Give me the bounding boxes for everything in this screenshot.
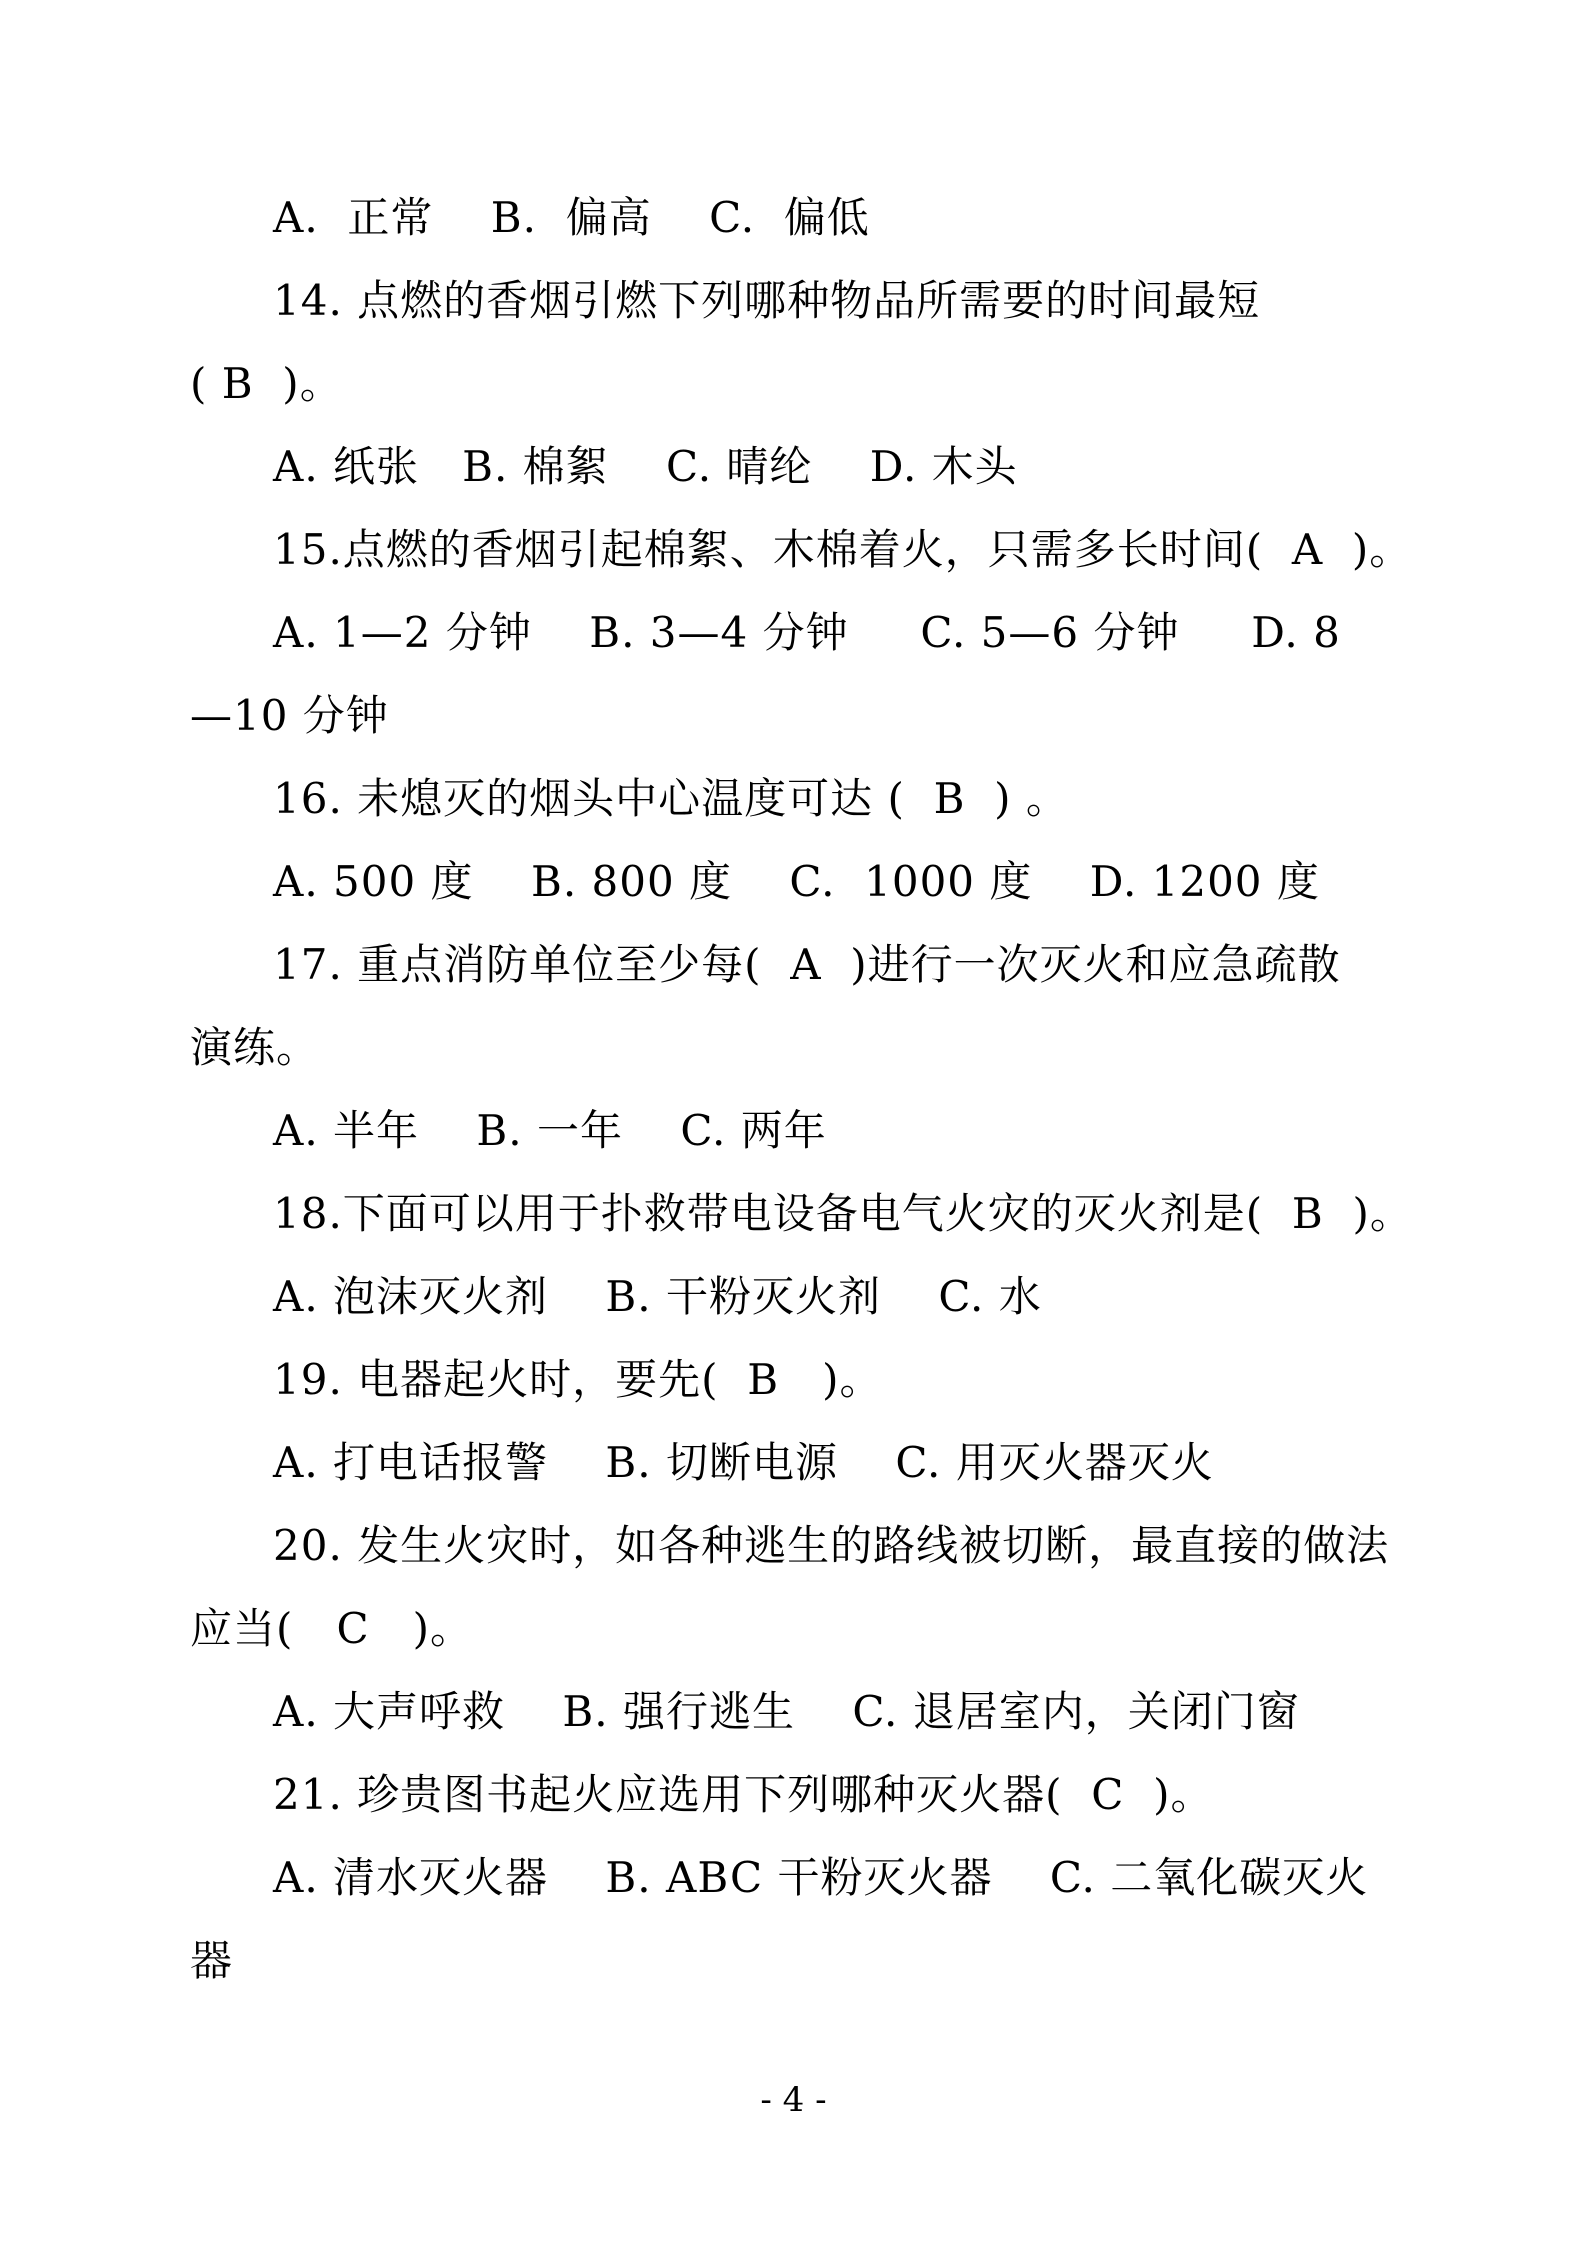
- q16-stem: 16. 未熄灭的烟头中心温度可达 ( B ) 。: [273, 774, 1069, 823]
- q19-options: A. 打电话报警 B. 切断电源 C. 用灭火器灭火: [273, 1438, 1214, 1487]
- page-number: - 4 -: [760, 2080, 827, 2120]
- q13-options: A. 正常 B. 偏高 C. 偏低: [273, 193, 870, 242]
- q20-stem: 20. 发生火灾时，如各种逃生的路线被切断，最直接的做法: [273, 1521, 1390, 1570]
- q15-options-cont: —10 分钟: [190, 691, 389, 740]
- q21-options: A. 清水灭火器 B. ABC 干粉灭火器 C. 二氧化碳灭火: [273, 1853, 1369, 1902]
- q17-stem-cont: 演练。: [190, 1023, 320, 1072]
- q15-stem: 15.点燃的香烟引起棉絮、木棉着火，只需多长时间( A )。: [273, 525, 1413, 574]
- q19-stem: 19. 电器起火时，要先( B )。: [273, 1355, 883, 1404]
- q20-options: A. 大声呼救 B. 强行逃生 C. 退居室内，关闭门窗: [273, 1687, 1300, 1736]
- q16-options: A. 500 度 B. 800 度 C. 1000 度 D. 1200 度: [273, 857, 1320, 906]
- q15-options: A. 1—2 分钟 B. 3—4 分钟 C. 5—6 分钟 D. 8: [273, 608, 1341, 657]
- q14-stem: 14. 点燃的香烟引燃下列哪种物品所需要的时间最短: [273, 276, 1261, 325]
- q18-options: A. 泡沫灭火剂 B. 干粉灭火剂 C. 水: [273, 1272, 1042, 1321]
- q18-stem: 18.下面可以用于扑救带电设备电气火灾的灭火剂是( B )。: [273, 1189, 1413, 1238]
- q20-stem-cont: 应当( C )。: [190, 1604, 474, 1653]
- q21-stem: 21. 珍贵图书起火应选用下列哪种灭火器( C )。: [273, 1770, 1214, 1819]
- q17-options: A. 半年 B. 一年 C. 两年: [273, 1106, 827, 1155]
- q14-answer: ( B )。: [190, 359, 343, 408]
- q17-stem: 17. 重点消防单位至少每( A )进行一次灭火和应急疏散: [273, 940, 1341, 989]
- q14-options: A. 纸张 B. 棉絮 C. 晴纶 D. 木头: [273, 442, 1018, 491]
- q21-options-cont: 器: [190, 1936, 234, 1985]
